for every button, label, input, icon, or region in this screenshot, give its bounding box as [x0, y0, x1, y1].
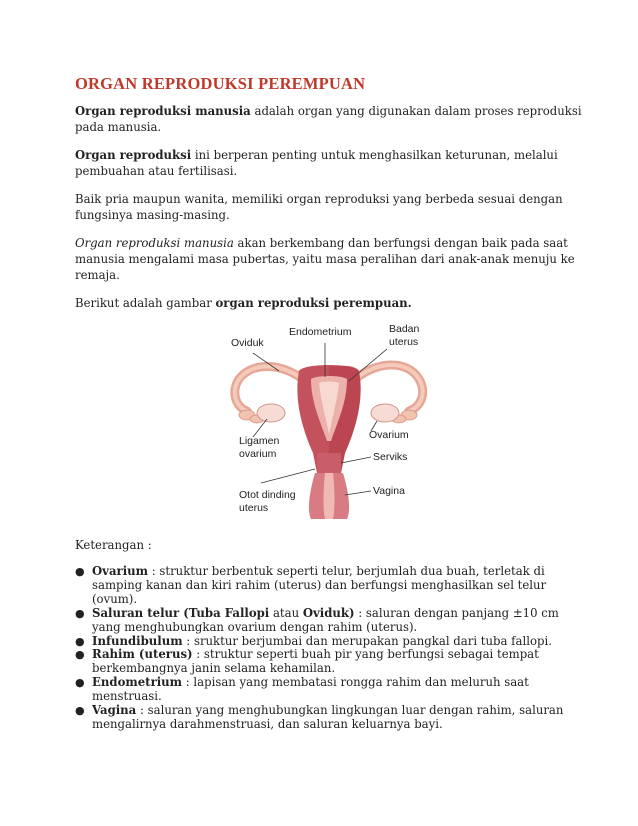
- item-description: : saluran dengan panjang ±10 cm yang menghubungkan ovarium dengan rahim (uterus).: [92, 605, 559, 634]
- document-page: [75, 74, 587, 732]
- italic-term: Organ reproduksi manusia: [75, 236, 234, 250]
- item-description: : saluran yang menghubungkan lingkungan luar dengan rahim, saluran mengalirnya darahmenstruasi, dan saluran keluarnya bayi.: [92, 703, 564, 731]
- item-description: : sruktur berjumbai dan merupakan pangkal dari tuba fallopi.: [182, 633, 552, 648]
- item-connector: atau: [269, 605, 303, 620]
- definition-list: [75, 565, 587, 732]
- page-title: ORGAN REPRODUKSI PEREMPUAN: [75, 74, 366, 93]
- label-serviks: Serviks: [373, 451, 408, 463]
- bold-term: organ reproduksi perempuan.: [215, 296, 412, 310]
- list-item: [75, 565, 587, 607]
- paragraph-text: ini berperan penting untuk menghasilkan keturunan, melalui pembuahan atau fertilisasi.: [75, 148, 558, 178]
- item-term-alt: Oviduk): [302, 605, 355, 620]
- item-description: : lapisan yang membatasi rongga rahim dan meluruh saat menstruasi.: [92, 675, 529, 704]
- bullet-icon: ●: [75, 634, 85, 648]
- label-ligamen-ovarium: Ligamen ovarium: [239, 435, 280, 460]
- item-term: Saluran telur (Tuba Fallopi: [92, 605, 270, 620]
- list-item: [75, 648, 587, 676]
- paragraph-5: [75, 295, 587, 311]
- bullet-icon: ●: [75, 606, 85, 620]
- item-term: Vagina: [92, 703, 137, 718]
- item-term: Endometrium: [92, 675, 183, 690]
- label-oviduk: Oviduk: [231, 337, 264, 349]
- label-endometrium: Endometrium: [289, 326, 352, 338]
- list-item: [75, 635, 587, 649]
- label-vagina: Vagina: [373, 485, 405, 497]
- bullet-icon: ●: [75, 704, 85, 718]
- paragraph-4: [75, 235, 587, 283]
- bullet-icon: ●: [75, 565, 85, 578]
- paragraph-3: Baik pria maupun wanita, memiliki organ reproduksi yang berbeda sesuai dengan fungsinya masing-masing.: [75, 192, 563, 222]
- list-item: [75, 704, 587, 732]
- label-badan-uterus: Badan uterus: [389, 323, 420, 348]
- list-item: [75, 676, 587, 704]
- list-item: [75, 607, 587, 635]
- paragraph-text: akan berkembang dan berfungsi dengan baik pada saat manusia mengalami masa pubertas, yaitu masa peralihan dari anak-anak menuju ke remaja.: [75, 236, 575, 282]
- reproductive-organ-figure: [213, 323, 445, 519]
- keterangan-heading: Keterangan :: [75, 538, 152, 552]
- bullet-icon: ●: [75, 648, 85, 662]
- item-term: Ovarium: [92, 564, 149, 578]
- item-description: : struktur berbentuk seperti telur, berjumlah dua buah, terletak di samping kanan dan kiri rahim (uterus) dan berfungsi menghasilkan sel telur (ovum).: [92, 564, 547, 606]
- item-description: : struktur seperti buah pir yang berfungsi sebagai tempat berkembangnya janin selama kehamilan.: [92, 647, 539, 676]
- paragraph-2: [75, 147, 587, 179]
- paragraph-text: adalah organ yang digunakan dalam proses reproduksi pada manusia.: [75, 104, 582, 134]
- bullet-icon: ●: [75, 676, 85, 690]
- bold-term: Organ reproduksi: [75, 148, 192, 162]
- item-term: Rahim (uterus): [92, 647, 193, 662]
- item-term: Infundibulum: [92, 633, 183, 648]
- label-ovarium: Ovarium: [369, 429, 409, 441]
- paragraph-1: [75, 103, 587, 135]
- bold-term: Organ reproduksi manusia: [75, 104, 251, 118]
- label-otot-dinding-uterus: Otot dinding uterus: [239, 489, 296, 514]
- paragraph-text: Berikut adalah gambar: [75, 296, 216, 310]
